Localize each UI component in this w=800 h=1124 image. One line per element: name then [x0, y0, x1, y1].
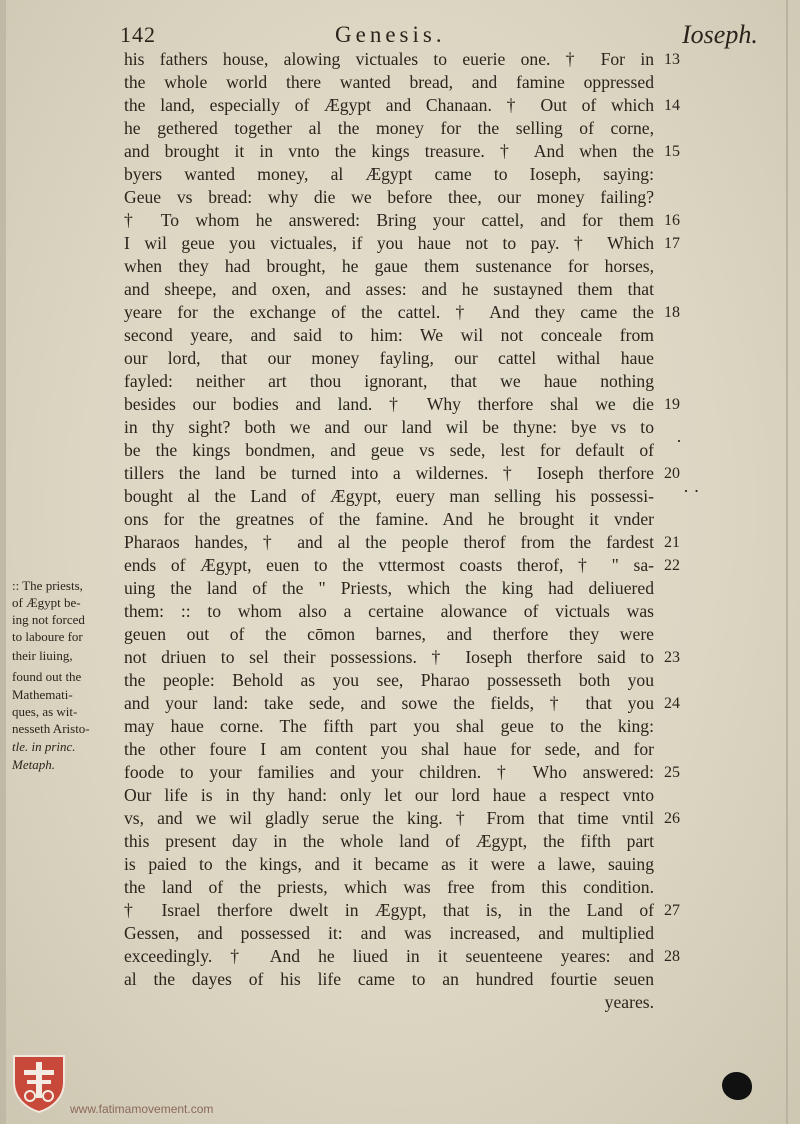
- stray-mark: ·: [676, 431, 682, 451]
- text-line: he gethered together al the money for the selling of corne,: [124, 118, 654, 138]
- text-line: the other foure I am content you shal haue for sede, and for: [124, 739, 654, 759]
- text-line: foode to your families and your children. † Who answered:: [124, 762, 654, 782]
- stray-mark: · ·: [683, 481, 700, 501]
- verse-number: 26: [664, 810, 680, 827]
- verse-number: 22: [664, 557, 680, 574]
- text-line: them: :: to whom also a certaine alowance of victuals was: [124, 601, 654, 621]
- text-line: fayled: neither art thou ignorant, that we haue nothing: [124, 371, 654, 391]
- text-line: † Israel therfore dwelt in Ægypt, that is, in the Land of: [124, 900, 654, 920]
- margin-note-line: Mathemati-: [12, 687, 73, 702]
- text-line: the whole world there wanted bread, and famine oppressed: [124, 72, 654, 92]
- text-line: not driuen to sel their possessions. † Ioseph therfore said to: [124, 647, 654, 667]
- verse-number: 25: [664, 764, 680, 781]
- text-line: Gessen, and possessed it: and was increased, and multiplied: [124, 923, 654, 943]
- margin-note-line: of Ægypt be-: [12, 595, 81, 610]
- running-title: Genesis.: [335, 22, 446, 47]
- text-line: the people: Behold as you see, Pharao possesseth both you: [124, 670, 654, 690]
- margin-note-line: tle. in princ.: [12, 739, 76, 754]
- site-url[interactable]: www.fatimamovement.com: [70, 1102, 214, 1116]
- text-line: exceedingly. † And he liued in it seuenteene yeares: and: [124, 946, 654, 966]
- margin-note-line: :: The priests,: [12, 578, 83, 593]
- text-line: the land, especially of Ægypt and Chanaan. † Out of which: [124, 95, 654, 115]
- page-number: 142: [120, 22, 156, 47]
- margin-note-line: found out the: [12, 669, 82, 684]
- verse-number: 27: [664, 902, 680, 919]
- verse-number: 24: [664, 695, 680, 712]
- text-line: Our life is in thy hand: only let our lord haue a respect vnto: [124, 785, 654, 805]
- text-line: vs, and we wil gladly serue the king. † From that time vntil: [124, 808, 654, 828]
- text-line: and your land: take sede, and sowe the fields, † that you: [124, 693, 654, 713]
- fatima-emblem-logo: [10, 1052, 68, 1114]
- text-line: I wil geue you victuales, if you haue not to pay. † Which: [124, 233, 654, 253]
- margin-note-line: ing not forced: [12, 612, 85, 627]
- text-line: Pharaos handes, † and al the people therof from the fardest: [124, 532, 654, 552]
- text-line: may haue corne. The fifth part you shal geue to the king:: [124, 716, 654, 736]
- text-line: bought al the Land of Ægypt, euery man selling his possessi-: [124, 486, 654, 506]
- verse-number: 13: [664, 51, 680, 68]
- verse-number: 20: [664, 465, 680, 482]
- verse-number: 23: [664, 649, 680, 666]
- text-line: the land of the priests, which was free from this condition.: [124, 877, 654, 897]
- text-line: geuen out of the cōmon barnes, and therfore they were: [124, 624, 654, 644]
- verse-number: 15: [664, 143, 680, 160]
- text-line: his fathers house, alowing victuales to euerie one. † For in: [124, 49, 654, 69]
- text-line: yeares.: [604, 992, 654, 1012]
- margin-note-line: to laboure for: [12, 629, 83, 644]
- text-line: and brought it in vnto the kings treasure. † And when the: [124, 141, 654, 161]
- text-line: tillers the land be turned into a wildernes. † Ioseph therfore: [124, 463, 654, 483]
- text-line: in thy sight? both we and our land wil be thyne: bye vs to: [124, 417, 654, 437]
- verse-number: 21: [664, 534, 680, 551]
- text-line: uing the land of the " Priests, which the king had deliuered: [124, 578, 654, 598]
- text-line: Geue vs bread: why die we before thee, our money failing?: [124, 187, 654, 207]
- margin-note-line: ques, as wit-: [12, 704, 78, 719]
- verse-number: 16: [664, 212, 680, 229]
- page-left-edge: [0, 0, 6, 1124]
- verse-number: 18: [664, 304, 680, 321]
- verse-number: 19: [664, 396, 680, 413]
- text-line: our lord, that our money fayling, our cattel withal haue: [124, 348, 654, 368]
- running-head-name: Ioseph.: [682, 20, 758, 49]
- text-line: when they had brought, he gaue them sustenance for horses,: [124, 256, 654, 276]
- text-line: † To whom he answered: Bring your cattel, and for them: [124, 210, 654, 230]
- text-line: this present day in the whole land of Ægypt, the fifth part: [124, 831, 654, 851]
- text-line: second yeare, and said to him: We wil not conceale from: [124, 325, 654, 345]
- margin-note-line: nesseth Aristo-: [12, 721, 90, 736]
- text-line: besides our bodies and land. † Why therfore shal we die: [124, 394, 654, 414]
- text-line: ons for the greatnes of the famine. And he brought it vnder: [124, 509, 654, 529]
- verse-number: 14: [664, 97, 680, 114]
- text-line: yeare for the exchange of the cattel. † And they came the: [124, 302, 654, 322]
- verse-number: 28: [664, 948, 680, 965]
- verse-number: 17: [664, 235, 680, 252]
- text-line: and sheepe, and oxen, and asses: and he sustayned them that: [124, 279, 654, 299]
- page-right-edge: [786, 0, 788, 1124]
- margin-note-line: their liuing,: [12, 648, 73, 663]
- text-line: byers wanted money, al Ægypt came to Ioseph, saying:: [124, 164, 654, 184]
- text-line: be the kings bondmen, and geue vs sede, lest for default of: [124, 440, 654, 460]
- text-line: is paied to the kings, and it became as it were a lawe, sauing: [124, 854, 654, 874]
- margin-note-line: Metaph.: [12, 757, 55, 772]
- ink-blot: [722, 1072, 752, 1100]
- text-line: ends of Ægypt, euen to the vttermost coasts therof, † " sa-: [124, 555, 654, 575]
- text-line: al the dayes of his life came to an hundred fourtie seuen: [124, 969, 654, 989]
